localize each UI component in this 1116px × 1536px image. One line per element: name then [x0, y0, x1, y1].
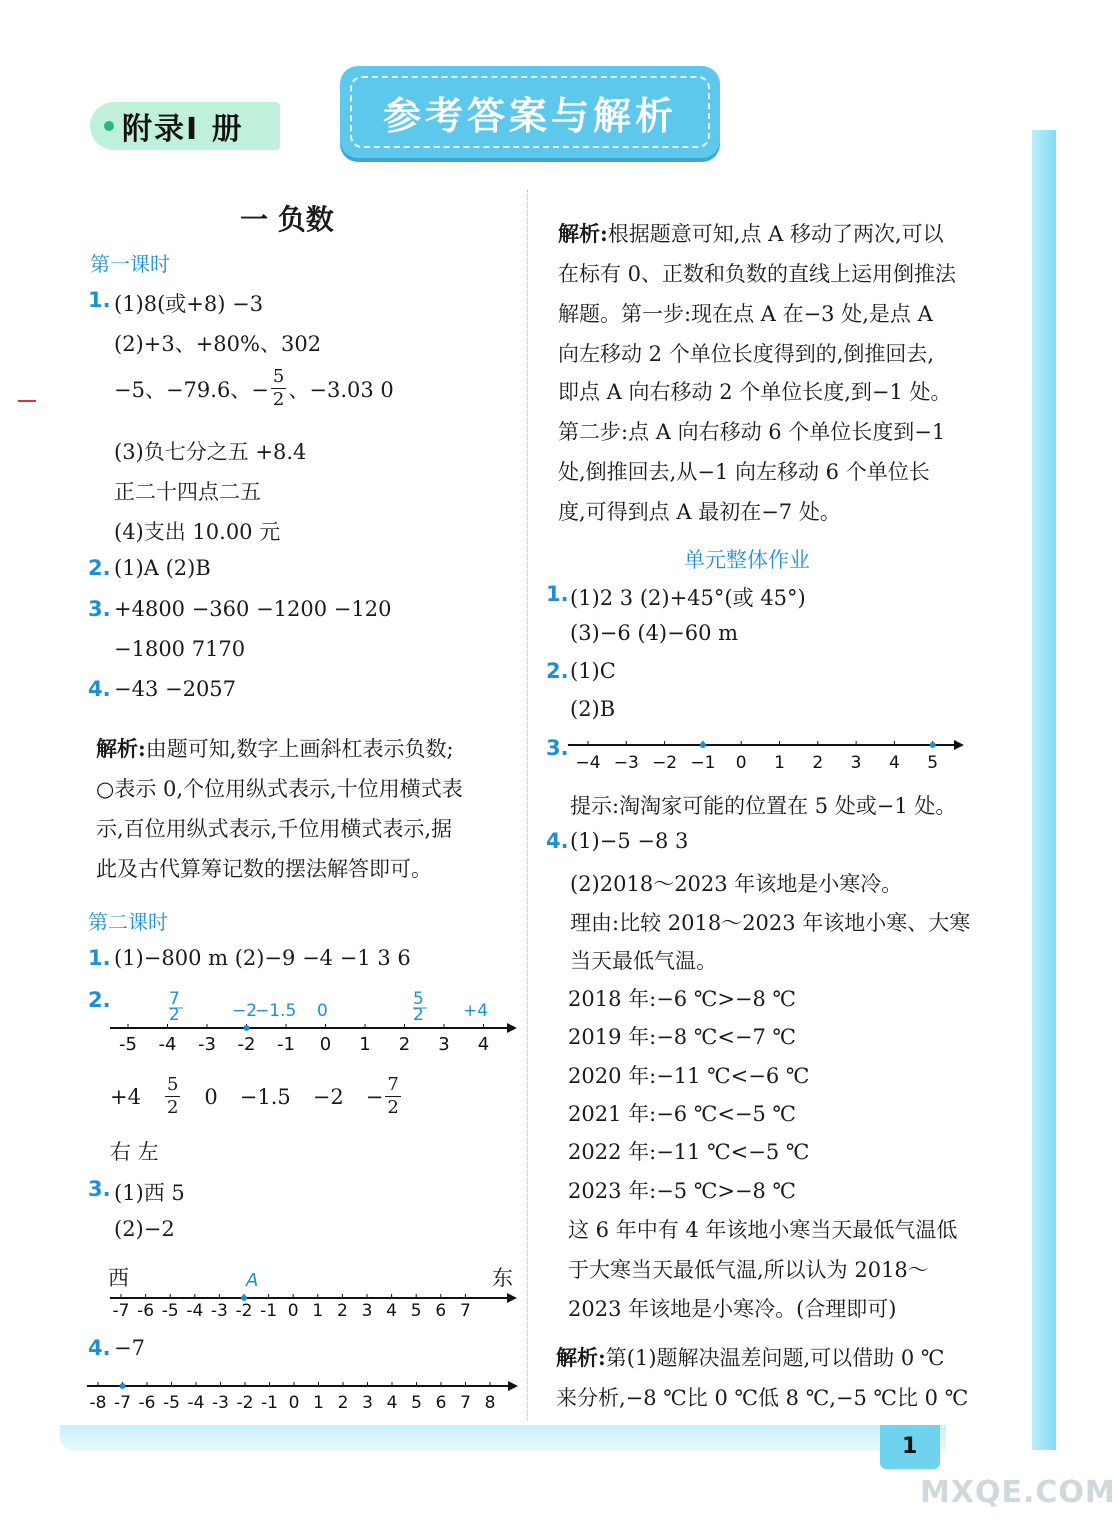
tick-label: -5 [163, 1393, 180, 1413]
lesson-2-heading: 第二课时 [88, 910, 168, 934]
top-label: 5 [413, 989, 424, 1009]
fraction-numerator: 5 [272, 366, 285, 387]
top-label: −1.5 [255, 1001, 297, 1021]
tick-label: -4 [186, 1301, 204, 1321]
tick-label: -7 [114, 1393, 131, 1413]
analysis-text: 根据题意可知,点 A 移动了两次,可以 [607, 222, 944, 246]
tick-label: −1 [690, 753, 716, 773]
answer-text: +4 [110, 1084, 141, 1109]
arrow-icon [508, 1381, 518, 1391]
page-number: 1 [902, 1434, 918, 1459]
tick-label: 4 [386, 1393, 398, 1413]
top-label: −2 [232, 1001, 258, 1021]
analysis-line: 处,倒推回去,从−1 向左移动 6 个单位长 [558, 460, 930, 484]
tick-label: 3 [850, 753, 862, 773]
answer-line: 2023 年该地是小寒冷。(合理即可) [568, 1297, 897, 1321]
analysis-line: 向左移动 2 个单位长度得到的,倒推回去, [558, 342, 935, 366]
answer-line: 这 6 年中有 4 年该地小寒当天最低气温低 [568, 1218, 958, 1242]
tick-label: 1 [312, 1301, 324, 1321]
answer-text: −5、−79.6、− [114, 377, 269, 402]
number-line-right [566, 728, 966, 778]
bullet-dot-icon [104, 121, 114, 131]
number-line-2 [105, 1268, 520, 1324]
question-number: 3. [88, 597, 111, 621]
tick-label: 6 [435, 1393, 447, 1413]
side-decor-bar [1032, 130, 1056, 1450]
answer-text: 0 [204, 1084, 218, 1109]
tick-label: -5 [161, 1301, 179, 1321]
appendix-tag-text: 附录I 册 [122, 112, 244, 147]
tick-label: −3 [613, 753, 639, 773]
answer-line: (1)C [570, 659, 616, 683]
answer-line [114, 368, 394, 409]
tick-label: -4 [158, 1034, 177, 1055]
analysis-line: 解题。第一步:现在点 A 在−3 处,是点 A [558, 302, 933, 326]
point-dot [700, 742, 706, 748]
answer-line: (1)A (2)B [114, 556, 211, 580]
tick-label: 0 [735, 753, 747, 773]
analysis-text: 由题可知,数字上画斜杠表示负数; [145, 737, 454, 761]
question-number: 4. [88, 677, 111, 701]
answer-text: − $\frac{7}{2}$ [365, 1074, 399, 1118]
fraction [165, 1076, 180, 1117]
analysis-line: 度,可得到点 A 最初在−7 处。 [558, 500, 841, 524]
answer-text: −1.5 [239, 1084, 291, 1109]
tick-label: −2 [652, 753, 678, 773]
analysis-line: 即点 A 向右移动 2 个单位长度,到−1 处。 [558, 380, 952, 404]
tick-label: -2 [236, 1393, 254, 1413]
answer-line: −43 −2057 [114, 677, 237, 701]
fraction-denominator: 2 [387, 1097, 399, 1118]
number-line-1 [105, 986, 520, 1058]
point-a-label: A [246, 1270, 259, 1291]
answer-line: (1)西 5 [114, 1181, 185, 1205]
question-number: 4. [88, 1336, 111, 1360]
analysis-line: 第二步:点 A 向右移动 6 个单位长度到−1 [558, 420, 946, 444]
top-label: +4 [463, 1001, 489, 1021]
question-number: 2. [88, 556, 111, 580]
hint-line: 提示:淘淘家可能的位置在 5 处或−1 处。 [570, 794, 957, 818]
tick-label: -2 [235, 1301, 253, 1321]
year-compare-line: 2019 年:−8 ℃<−7 ℃ [568, 1025, 797, 1049]
page-title: 参考答案与解析 [350, 76, 710, 148]
answer-line: 正二十四点二五 [114, 480, 261, 504]
tick-label: 1 [359, 1034, 371, 1055]
tick-label: 1 [313, 1393, 324, 1413]
tick-label: -3 [210, 1301, 228, 1321]
tick-label: -1 [277, 1034, 295, 1055]
top-label: 0 [317, 1001, 328, 1021]
tick-label: 3 [438, 1034, 450, 1055]
answer-line: +4800 −360 −1200 −120 [114, 597, 392, 621]
tick-label: 5 [927, 753, 939, 773]
answer-line: −7 [114, 1336, 145, 1360]
tick-label: -1 [261, 1393, 278, 1413]
answer-line: 理由:比较 2018～2023 年该地小寒、大寒 [570, 911, 971, 935]
watermark: MXQE.COM [920, 1475, 1116, 1510]
answer-line: (1)−800 m (2)−9 −4 −1 3 6 [114, 946, 411, 970]
analysis-line: 来分析,−8 ℃比 0 ℃低 8 ℃,−5 ℃比 0 ℃ [556, 1386, 969, 1410]
analysis-line [96, 733, 454, 763]
analysis-line [558, 218, 944, 248]
fraction-numerator: 7 [387, 1074, 399, 1095]
section-title: 一 负数 [240, 203, 334, 236]
arrow-icon [507, 1293, 517, 1303]
answer-line: 于大寒当天最低气温,所以认为 2018～ [568, 1258, 929, 1282]
arrow-icon [954, 740, 964, 750]
tick-label: -3 [212, 1393, 229, 1413]
answer-line: (2)B [570, 697, 616, 721]
answer-line: 右 左 [110, 1140, 159, 1164]
tick-label: 5 [411, 1393, 422, 1413]
analysis-text: 第(1)题解决温差问题,可以借助 0 ℃ [605, 1346, 945, 1370]
answer-line [110, 1076, 403, 1117]
tick-label: -6 [138, 1393, 156, 1413]
west-label: 西 [108, 1266, 129, 1290]
tick-label: 2 [336, 1301, 348, 1321]
question-number: 1. [88, 288, 111, 312]
answer-line: (1)−5 −8 3 [570, 829, 689, 853]
bottom-decor-bar [60, 1425, 946, 1451]
point-dot [241, 1295, 247, 1301]
answer-text: 、−3.03 0 [288, 377, 394, 402]
question-number: 4. [546, 829, 569, 853]
fraction [271, 368, 286, 409]
answer-line: −1800 7170 [114, 637, 246, 661]
point-dot [120, 1383, 126, 1389]
tick-label: -4 [187, 1393, 205, 1413]
analysis-line: 示,百位用纵式表示,千位用横式表示,据 [96, 817, 453, 841]
tick-label: 2 [812, 753, 824, 773]
analysis-line: 在标有 0、正数和负数的直线上运用倒推法 [558, 262, 957, 286]
tick-label: -7 [112, 1301, 130, 1321]
tick-label: 6 [435, 1301, 447, 1321]
answer-line: 当天最低气温。 [570, 949, 717, 973]
tick-label: 8 [484, 1393, 496, 1413]
tick-label: -6 [137, 1301, 155, 1321]
year-compare-line: 2018 年:−6 ℃>−8 ℃ [568, 987, 797, 1011]
red-pen-mark [18, 400, 36, 402]
column-divider [527, 190, 528, 1420]
tick-label: 5 [410, 1301, 422, 1321]
tick-label: 1 [774, 753, 785, 773]
point-dot [930, 742, 936, 748]
tick-label: 4 [477, 1034, 490, 1055]
top-label: 7 [169, 989, 180, 1009]
year-compare-line: 2020 年:−11 ℃<−6 ℃ [568, 1064, 810, 1088]
tick-label: 7 [460, 1393, 471, 1413]
top-label: 2 [413, 1005, 424, 1025]
question-number: 2. [88, 988, 111, 1012]
tick-label: -3 [198, 1034, 216, 1055]
question-number: 3. [546, 736, 569, 760]
fraction-numerator: 5 [166, 1074, 179, 1095]
point-dot [244, 1025, 250, 1031]
tick-label: 4 [386, 1301, 398, 1321]
question-number: 2. [546, 659, 569, 683]
tick-label: 3 [361, 1301, 373, 1321]
tick-label: 0 [319, 1034, 332, 1055]
tick-label: 0 [288, 1393, 300, 1413]
year-compare-line: 2021 年:−6 ℃<−5 ℃ [568, 1102, 797, 1126]
unit-homework-heading: 单元整体作业 [684, 548, 810, 572]
analysis-label: 解析: [96, 736, 146, 761]
tick-label: -5 [119, 1034, 137, 1055]
analysis-label: 解析: [558, 221, 608, 246]
lesson-1-heading: 第一课时 [90, 252, 170, 276]
tick-label: 2 [337, 1393, 349, 1413]
tick-label: 4 [888, 753, 900, 773]
title-banner [340, 66, 720, 158]
fraction-denominator: 2 [166, 1097, 179, 1118]
arrow-icon [507, 1023, 517, 1033]
number-line-3 [82, 1366, 522, 1416]
tick-label: 7 [459, 1301, 471, 1321]
answer-line: (3)−6 (4)−60 m [570, 621, 739, 645]
top-label: 2 [169, 1005, 180, 1025]
analysis-line [556, 1342, 944, 1372]
analysis-label: 解析: [556, 1345, 606, 1370]
answer-line: (2)+3、+80%、302 [114, 332, 322, 356]
tick-label: 3 [362, 1393, 373, 1413]
east-label: 东 [492, 1266, 513, 1290]
answer-line: (1)8(或+8) −3 [114, 292, 264, 316]
answer-line: (2)2018～2023 年该地是小寒冷。 [570, 872, 903, 896]
tick-label: -8 [89, 1393, 107, 1413]
answer-line: (2)−2 [114, 1217, 175, 1241]
question-number: 3. [88, 1177, 111, 1201]
year-compare-line: 2022 年:−11 ℃<−5 ℃ [568, 1140, 810, 1164]
fraction [385, 1076, 400, 1117]
tick-label: -1 [260, 1301, 278, 1321]
year-compare-line: 2023 年:−5 ℃>−8 ℃ [568, 1179, 797, 1203]
tick-label: -2 [237, 1034, 256, 1055]
answer-line: (3)负七分之五 +8.4 [114, 440, 307, 464]
answer-line: (1)2 3 (2)+45°(或 45°) [570, 586, 806, 610]
fraction-denominator: 2 [272, 389, 285, 410]
analysis-line: 此及古代算筹记数的摆法解答即可。 [96, 857, 432, 881]
appendix-tag [90, 102, 280, 150]
tick-label: 2 [398, 1034, 411, 1055]
tick-label: 0 [287, 1301, 299, 1321]
answer-line: (4)支出 10.00 元 [114, 520, 281, 544]
question-number: 1. [88, 946, 111, 970]
question-number: 1. [546, 582, 569, 606]
answer-text: −2 [312, 1084, 344, 1109]
tick-label: −4 [575, 753, 601, 773]
analysis-line: ○表示 0,个位用纵式表示,十位用横式表 [96, 777, 463, 801]
